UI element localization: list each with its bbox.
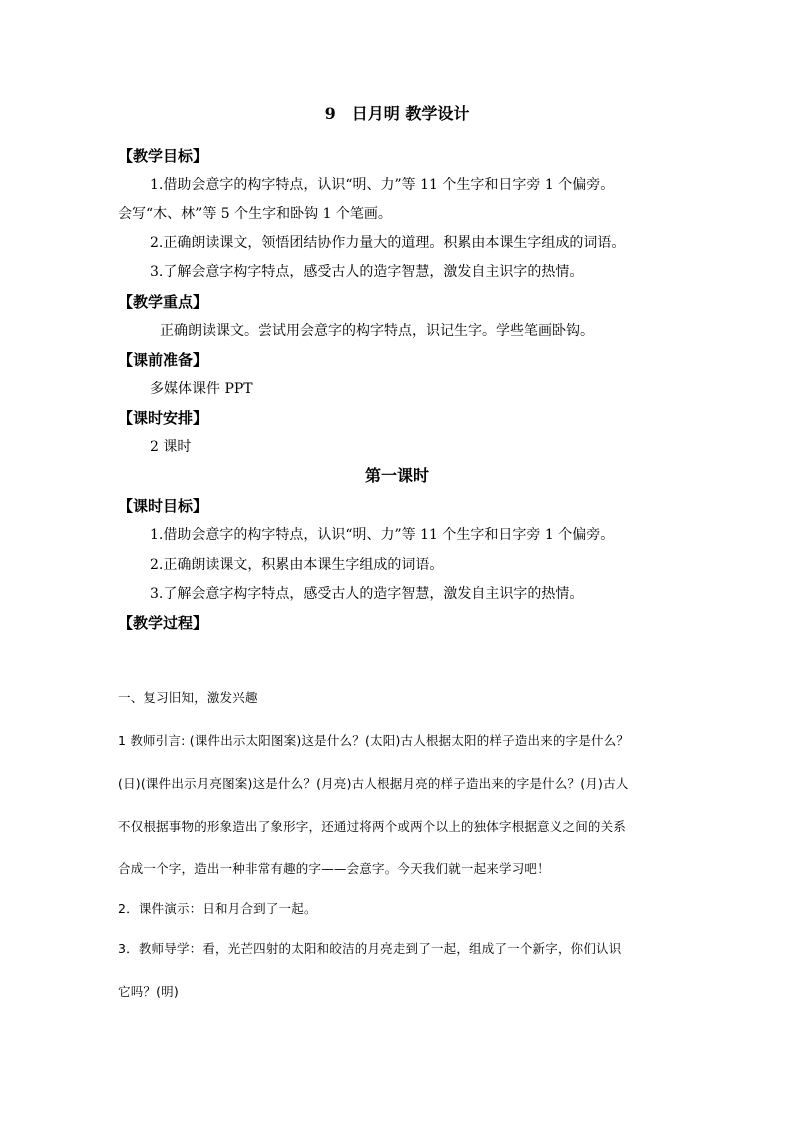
process-paragraph-3-line-1: 3．教师导学：看，光芒四射的太阳和皎洁的月亮走到了一起，组成了一个新字，你们认识	[118, 941, 622, 956]
objective-2: 2.正确朗读课文，领悟团结协作力量大的道理。积累由本课生字组成的词语。	[150, 235, 626, 251]
objective-1-line-2: 会写“木、林”等 5 个生字和卧钩 1 个笔画。	[118, 206, 392, 222]
lesson-goal-1: 1.借助会意字的构字特点，认识“明、力”等 11 个生字和日字旁 1 个偏旁。	[150, 527, 615, 543]
key-points-text: 正确朗读课文。尝试用会意字的构字特点，识记生字。学些笔画卧钩。	[160, 323, 594, 339]
lesson-goal-3: 3.了解会意字构字特点，感受古人的造字智慧，激发自主识字的热情。	[150, 586, 584, 602]
process-paragraph-1-line-2: (日)(课件出示月亮图案)这是什么？(月亮)古人根据月亮的样子造出来的字是什么？(月)古人	[118, 776, 629, 791]
lesson-title-text: 日月明 教学设计	[351, 104, 470, 123]
schedule-text: 2 课时	[150, 439, 192, 455]
process-paragraph-1-line-3: 不仅根据事物的形象造出了象形字，还通过将两个或两个以上的独体字根据意义之间的关系	[118, 819, 627, 834]
objective-1-line-1: 1.借助会意字的构字特点，认识“明、力”等 11 个生字和日字旁 1 个偏旁。	[150, 177, 615, 193]
schedule-heading: 【课时安排】	[118, 409, 209, 427]
process-paragraph-1-line-4: 合成一个字，造出一种非常有趣的字——会意字。今天我们就一起来学习吧！	[118, 861, 550, 876]
preparation-heading: 【课前准备】	[118, 351, 209, 369]
process-paragraph-1-line-1: 1 教师引言: (课件出示太阳图案)这是什么？(太阳)古人根据太阳的样子造出来的字是什么？	[118, 733, 630, 748]
process-step-heading: 一、复习旧知，激发兴趣	[118, 690, 258, 705]
objective-3: 3.了解会意字构字特点，感受古人的造字智慧，激发自主识字的热情。	[150, 264, 584, 280]
lesson-goal-2: 2.正确朗读课文，积累由本课生字组成的词语。	[150, 557, 444, 573]
document-title	[0, 104, 794, 124]
lesson-goals-heading: 【课时目标】	[118, 497, 209, 515]
objectives-heading: 【教学目标】	[118, 147, 209, 165]
process-heading: 【教学过程】	[118, 614, 209, 632]
lesson-number: 9	[324, 104, 336, 123]
key-points-heading: 【教学重点】	[118, 293, 209, 311]
process-paragraph-2: 2．课件演示：日和月合到了一起。	[118, 901, 317, 916]
preparation-text: 多媒体课件 PPT	[150, 381, 253, 397]
first-lesson-title: 第一课时	[364, 466, 429, 485]
process-paragraph-3-line-2: 它吗？(明)	[118, 984, 179, 999]
